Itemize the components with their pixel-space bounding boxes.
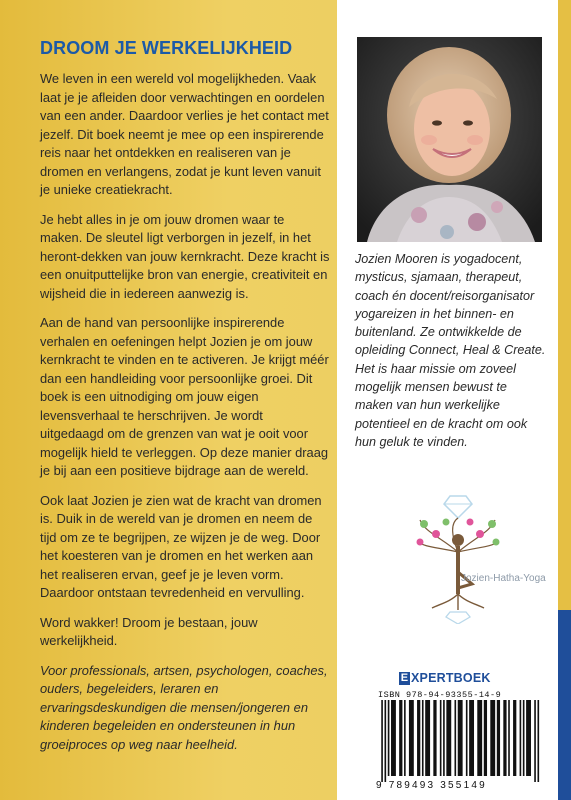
author-portrait-illustration [357,37,542,242]
barcode-bar [520,700,522,776]
barcode-bar [513,700,516,776]
barcode-bar [440,700,442,776]
barcode-bar [484,700,487,776]
blurb-column [40,70,330,765]
barcode-icon [378,700,544,782]
barcode-guard-bar [537,700,539,782]
barcode-bar [404,700,406,776]
barcode-bar [417,700,420,776]
yoga-logo-label: Jozien-Hatha-Yoga [461,573,546,584]
barcode-bar [391,700,396,776]
barcode-bar [409,700,414,776]
barcode-bar [497,700,500,776]
author-bio: Jozien Mooren is yogadocent, mysticus, sjamaan, therapeut, coach én docent/reisorganisator yogareizen in het binnen- en buitenland. Ze ontwikkelde de opleiding Connect, Heal & Create. Het is haar missie om zoveel mogelijk mensen bewust te maken van hun werkelijke potentieel en de kracht om ook hun geluk te vinden. [355,252,546,449]
cover-heading: DROOM JE WERKELIJKHEID [40,38,293,58]
barcode-bar [503,700,506,776]
edge-stripe [558,0,571,800]
blurb-paragraph-4: Ook laat Jozien je zien wat de kracht van dromen is. Duik in de wereld van je dromen en neem de tijd om ze te begrijpen, ze wijzen je de weg. Door het koesteren van je dromen en het werken aan het realiseren ervan, geef je je leven vorm. Daardoor ontstaan tevredenheid en vervulling. [40,492,322,600]
barcode-bar [477,700,482,776]
blurb-paragraph-2: Je hebt alles in je om jouw dromen waar te maken. De sleutel ligt verborgen in jezelf, in het heront-dekken van jouw kernkracht. Deze kracht is een onuitputtelijke bron van energie, creativiteit en wijsheid die in iedereen aanwezig is. [40,211,330,301]
barcode-bar [443,700,445,776]
barcode-bar [523,700,525,776]
barcode-guard-bar [534,700,536,782]
blurb-paragraph-3: Aan de hand van persoonlijke inspirerende verhalen en oefeningen helpt Jozien je om jouw kernkracht te vinden en te activeren. Je krijgt méér dan een handleiding voor persoonlijke groei. Dit boek is een uitnodiging om jouw eigen levensverhaal te herschrijven. Je wordt uitgedaagd om de grenzen van wat je ooit voor mogelijk hield te verleggen. Op deze manier draag je bij aan een positieve bijdrage aan de wereld. [40,315,329,478]
blurb-paragraph-1: We leven in een wereld vol mogelijkheden. Vaak laat je je afleiden door verwachtingen en oordelen van een ander. Daardoor verlies je het contact met jezelf. Dit boek neemt je mee op een inspirerende reis naar het ontdekken en realiseren van je dromen en verlangens, zodat je kunt leven vanuit je unieke creatiekracht. [40,71,329,197]
barcode-bar [458,700,463,776]
barcode-bar [446,700,451,776]
publisher-logo-e: E [400,671,409,684]
barcode-bar [388,700,390,776]
barcode-bar [425,700,430,776]
barcode-bar [466,700,468,776]
barcode-bar [508,700,510,776]
barcode-digits: 9 789493 355149 [376,780,487,791]
publisher-logo-text: XPERTBOEK [411,671,491,685]
barcode-bar [422,700,424,776]
audience-paragraph: Voor professionals, artsen, psychologen, coaches, ouders, begeleiders, leraren en ervaringsdeskundigen die mensen/jongeren en kinderen begeleiden en ondersteunen in hun groeiproces op weg naar heelheid. [40,662,328,752]
barcode-bar [399,700,402,776]
edge-stripe-blue [558,610,571,800]
blurb-paragraph-5: Word wakker! Droom je bestaan, jouw werkelijkheid. [40,614,258,648]
isbn-text: ISBN 978-94-93355-14-9 [378,690,502,700]
barcode-bar [454,700,456,776]
barcode-guard-bar [385,700,387,782]
barcode-bar [433,700,436,776]
barcode-guard-bar [381,700,383,782]
author-photo [357,37,542,242]
barcode-bar [526,700,531,776]
yoga-tree-icon [380,492,550,624]
barcode-bar [490,700,495,776]
barcode-bar [469,700,474,776]
yoga-logo [380,492,550,624]
publisher-logo [399,670,491,686]
